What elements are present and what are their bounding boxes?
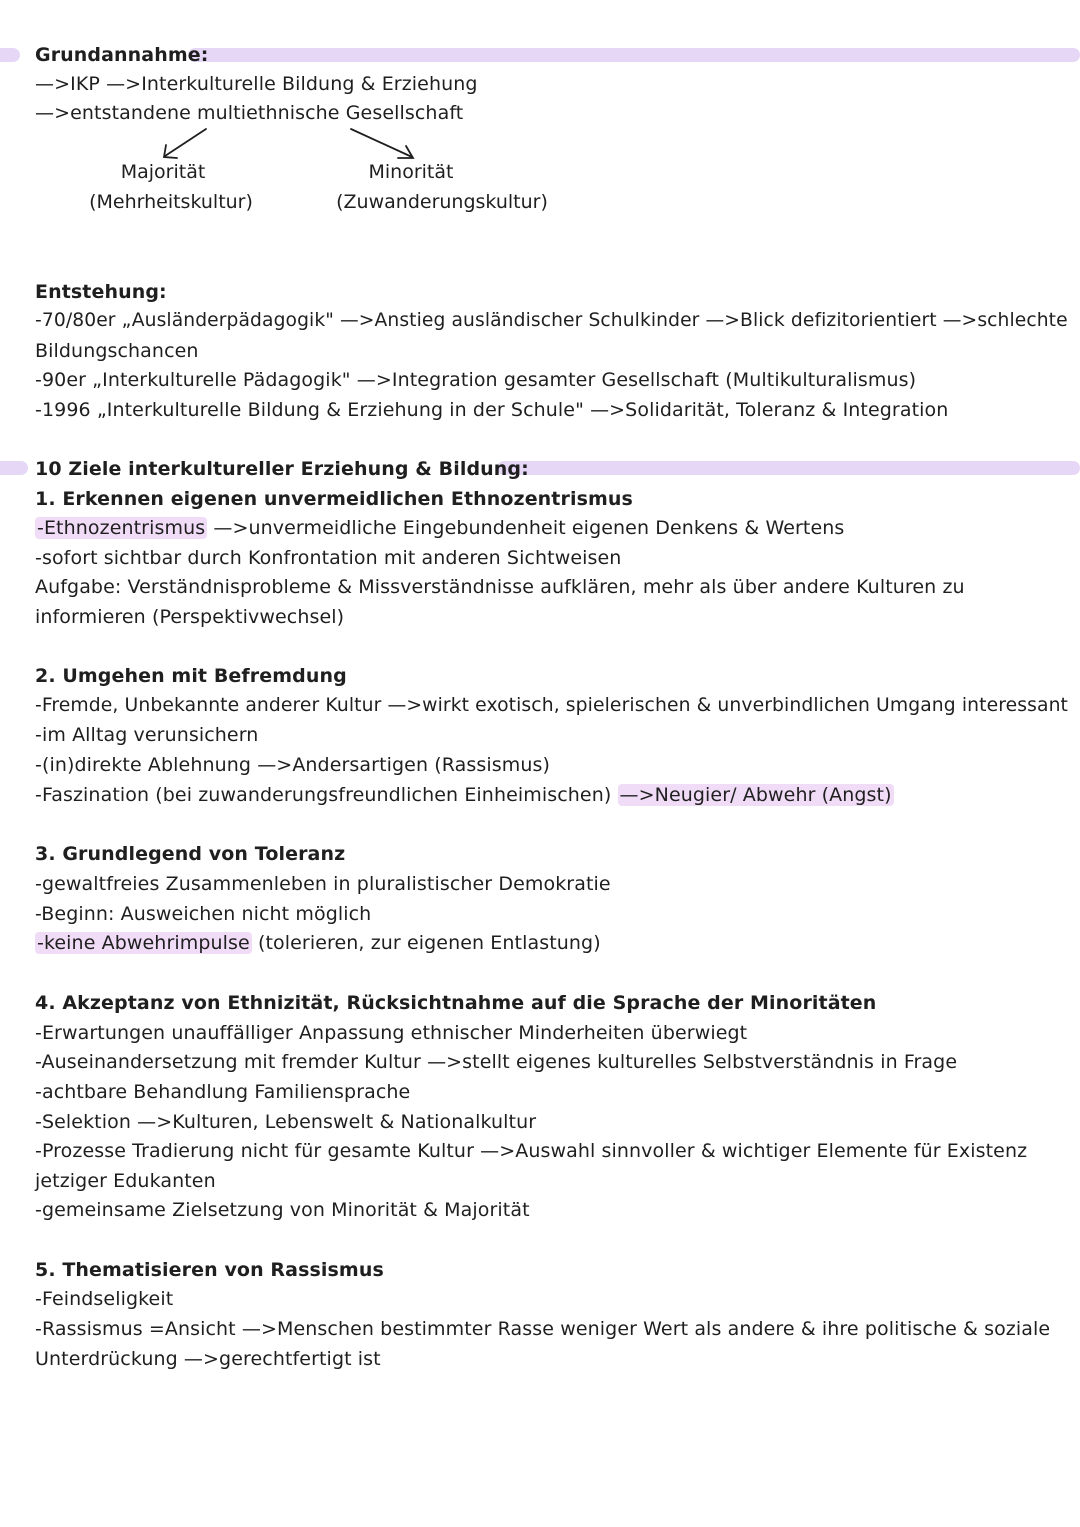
abwehrimpulse-highlight: -keine Abwehrimpulse: [37, 932, 250, 954]
ziel-2-line: -(in)direkte Ablehnung —>Andersartigen (Rassismus): [35, 754, 551, 776]
ethnozentrismus-highlight: -Ethnozentrismus: [37, 517, 206, 539]
ziel-2-line: -im Alltag verunsichern: [35, 724, 259, 746]
ziel-4-line: -Auseinandersetzung mit fremder Kultur —>stellt eigenes kulturelles Selbstverständnis in Frage: [35, 1051, 958, 1073]
grundannahme-line-2: —>entstandene multiethnische Gesellschaft: [35, 102, 464, 124]
majoritaet-label: Majorität: [120, 161, 206, 183]
grundannahme-line-1: —>IKP —>Interkulturelle Bildung & Erziehung: [35, 73, 478, 95]
ziel-5-title: 5. Thematisieren von Rassismus: [35, 1259, 384, 1281]
ziel-1-title: 1. Erkennen eigenen unvermeidlichen Ethnozentrismus: [35, 488, 633, 510]
entstehung-line: -1996 „Interkulturelle Bildung & Erziehung in der Schule" —>Solidarität, Toleranz & Integration: [35, 399, 949, 421]
ziel-4-title: 4. Akzeptanz von Ethnizität, Rücksichtnahme auf die Sprache der Minoritäten: [35, 992, 877, 1014]
ziel-4-line: -Prozesse Tradierung nicht für gesamte Kultur —>Auswahl sinnvoller & wichtiger Elemente für Existenz: [35, 1140, 1028, 1162]
entstehung-line: -90er „Interkulturelle Pädagogik" —>Integration gesamter Gesellschaft (Multikulturalismus): [35, 369, 917, 391]
ziel-4-line: jetziger Edukanten: [35, 1170, 216, 1192]
ziel-1-line: -sofort sichtbar durch Konfrontation mit anderen Sichtweisen: [35, 547, 622, 569]
ziel-1-line: informieren (Perspektivwechsel): [35, 606, 345, 628]
entstehung-line: Bildungschancen: [35, 340, 199, 362]
ziel-3-title: 3. Grundlegend von Toleranz: [35, 843, 346, 865]
ziel-1-line: -Ethnozentrismus —>unvermeidliche Eingebundenheit eigenen Denkens & Wertens: [37, 517, 845, 539]
ziel-2-line: -Fremde, Unbekannte anderer Kultur —>wirkt exotisch, spielerischen & unverbindlichen Umgang interessant: [35, 695, 1069, 716]
ziel-4-line: -achtbare Behandlung Familiensprache: [35, 1081, 411, 1103]
ziele-heading: 10 Ziele interkultureller Erziehung & Bildung:: [35, 458, 529, 480]
ziel-4-line: -Erwartungen unauffälliger Anpassung ethnischer Minderheiten überwiegt: [35, 1022, 748, 1044]
heading-highlight-bar: [0, 461, 28, 475]
arrow-left-icon: [165, 129, 206, 156]
grundannahme-heading: Grundannahme:: [35, 44, 209, 66]
ziel-3-line: -Beginn: Ausweichen nicht möglich: [35, 903, 372, 925]
neugier-highlight: —>Neugier/ Abwehr (Angst): [619, 784, 892, 806]
ziel-5-line: -Feindseligkeit: [35, 1288, 174, 1310]
ziel-5-line: Unterdrückung —>gerechtfertigt ist: [35, 1348, 381, 1370]
minoritaet-label: Minorität: [368, 161, 454, 183]
entstehung-line: -70/80er „Ausländerpädagogik" —>Anstieg ausländischer Schulkinder —>Blick defizitorientiert —>schlechte: [35, 310, 1068, 331]
ziel-3-line: -gewaltfreies Zusammenleben in pluralistischer Demokratie: [35, 873, 611, 895]
ziel-5-line: -Rassismus =Ansicht —>Menschen bestimmter Rasse weniger Wert als andere & ihre politische & soziale: [35, 1318, 1051, 1340]
ziel-4-line: -gemeinsame Zielsetzung von Minorität & Majorität: [35, 1199, 530, 1221]
heading-highlight-bar: [497, 461, 1080, 475]
ziel-3-line: -keine Abwehrimpulse (tolerieren, zur eigenen Entlastung): [37, 932, 601, 954]
ziel-2-line: -Faszination (bei zuwanderungsfreundlichen Einheimischen) —>Neugier/ Abwehr (Angst): [35, 784, 892, 806]
entstehung-heading: Entstehung:: [35, 281, 167, 303]
arrow-right-icon: [351, 129, 412, 157]
ziel-2-title: 2. Umgehen mit Befremdung: [35, 665, 347, 687]
minoritaet-sub: (Zuwanderungskultur): [336, 191, 548, 213]
ziel-4-line: -Selektion —>Kulturen, Lebenswelt & Nationalkultur: [35, 1111, 537, 1133]
majoritaet-sub: (Mehrheitskultur): [89, 191, 253, 213]
ziel-1-line: Aufgabe: Verständnisprobleme & Missverständnisse aufklären, mehr als über andere Kulturen zu: [35, 576, 965, 598]
